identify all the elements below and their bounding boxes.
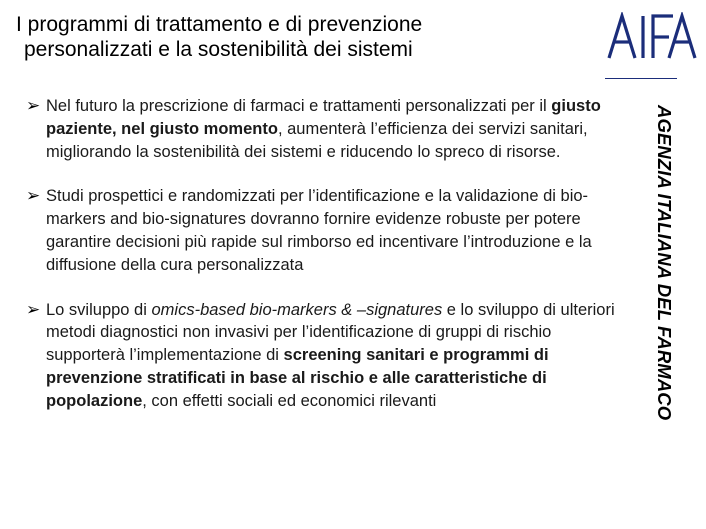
bullet-3-italic: omics-based bio-markers & –signatures — [151, 300, 443, 319]
bullet-3-bold: screening sanitari e programmi di prevenzione stratificati in base al rischio e alle caratteristiche di popolazione — [46, 346, 549, 410]
agency-side-label-text: AGENZIA ITALIANA DEL FARMACO — [654, 105, 675, 421]
agency-side-label — [648, 105, 680, 470]
bullet-3-text-b: e lo sviluppo di ulteriori metodi diagnostici non invasivi per l’identificazione di gruppi di rischio supporterà l’implementazione di — [46, 300, 615, 365]
arrow-bullet-icon: ➢ — [26, 96, 41, 115]
slide-title-line-1: I programmi di trattamento e di prevenzione — [16, 13, 423, 36]
bullet-item-1 — [26, 95, 626, 163]
bullet-3-text-a: Lo sviluppo di — [46, 300, 152, 319]
bullet-1-text-a: Nel futuro la prescrizione di farmaci e trattamenti personalizzati per il — [46, 97, 552, 115]
logo-underline — [605, 78, 677, 79]
arrow-bullet-icon: ➢ — [26, 186, 41, 206]
bullet-3-text-c: , con effetti sociali ed economici rilevanti — [142, 391, 437, 410]
aifa-logo — [607, 12, 699, 60]
bullet-1-bold: giusto paziente, nel giusto momento — [46, 97, 601, 138]
bullet-item-3 — [26, 299, 626, 413]
slide-title — [16, 12, 576, 62]
bullet-list — [26, 95, 626, 413]
slide-title-line-2: personalizzati e la sostenibilità dei sistemi — [24, 38, 413, 61]
bullet-item-2 — [26, 185, 626, 276]
aifa-logo-mark — [607, 12, 699, 60]
bullet-1-text-b: , aumenterà l’efficienza dei servizi sanitari, migliorando la sostenibilità dei sistemi e riducendo lo spreco di risorse. — [46, 119, 588, 161]
bullet-2-text: Studi prospettici e randomizzati per l’identificazione e la validazione di bio-markers and bio-signatures dovranno fornire evidenze robuste per potere garantire decisioni più rapide sul rimborso ed incentivare l’introduzione e la diffusione della cura personalizzata — [46, 187, 592, 274]
arrow-bullet-icon: ➢ — [26, 299, 41, 319]
